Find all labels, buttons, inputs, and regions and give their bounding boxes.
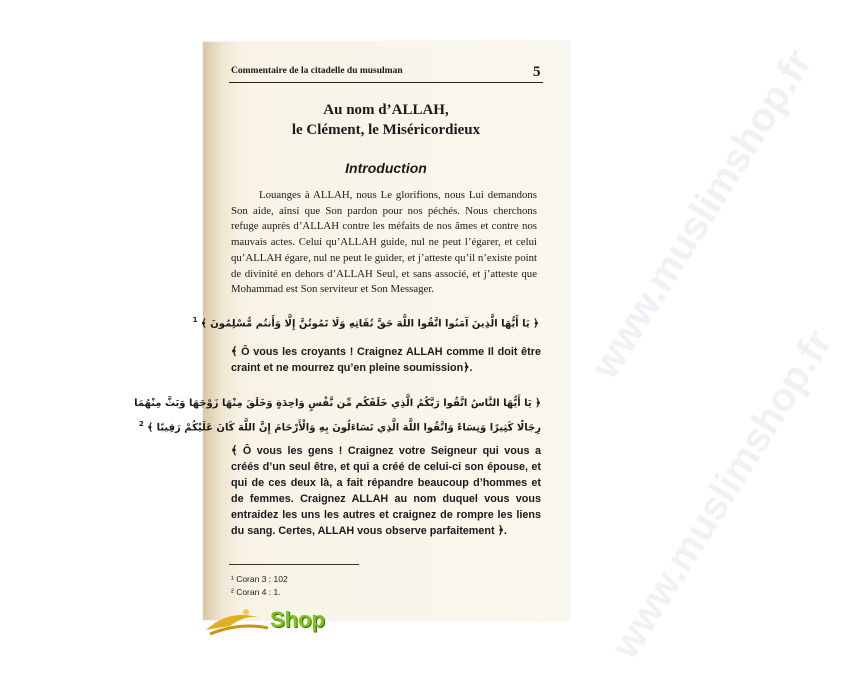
footnote-rule: [229, 564, 359, 565]
verse1-translation: ﴾ Ô vous les croyants ! Craignez ALLAH comme Il doit être craint et ne mourrez qu’en pleine soumission﴿.: [231, 346, 541, 374]
footnote-1: ¹ Coran 3 : 102: [231, 574, 288, 584]
page-number: 5: [533, 64, 541, 80]
intro-paragraph: Louanges à ALLAH, nous Le glorifions, nous Lui demandons Son aide, ainsi que Son pardon pour nos péchés. Nous cherchons refuge auprès d’ALLAH contre les méfaits de nos âmes et contre nos mauvais actes. Celui qu’ALLAH guide, nul ne peut l’égarer, et celui qu’ALLAH égare, nul ne peut le guider, et j’atteste qu’il n’existe point de divinité en dehors d’ALLAH Seul, et sans associé, et j’atteste que Mohammad est Son serviteur et Son Messager.: [231, 189, 537, 296]
verse1-footnote-mark: 1: [192, 316, 198, 324]
watermark-lower: www.muslimshop.fr: [602, 322, 841, 667]
title-line-2: le Clément, le Miséricordieux: [291, 122, 481, 138]
verse2-footnote-mark: 2: [138, 420, 144, 428]
title-line-1: Au nom d’ALLAH,: [323, 102, 449, 118]
verse2-translation: ﴾ Ô vous les gens ! Craignez votre Seigneur qui vous a créés d’un seul être, et qui a créé de celui-ci son épouse, et qui de ces deux là, a fait répandre beaucoup d’hommes et de femmes. Craignez ALLAH au nom duquel vous vous entraidez les uns les autres et craignez de rompre les liens du sang. Certes, ALLAH vous observe parfaitement ﴿.: [231, 445, 541, 537]
page-title: [231, 100, 541, 140]
verse2-arabic-line1: ﴿ يَا أَيُّهَا النَّاسُ اتَّقُوا رَبَّكُمُ الَّذِي خَلَقَكُم مِّن نَّفْسٍ وَاحِدَةٍ وَخَلَقَ مِنْهَا زَوْجَهَا وَبَثَّ مِنْهُمَا: [134, 398, 541, 409]
watermark: www.muslimshop.fr: [582, 42, 821, 387]
footnote-2: ² Coran 4 : 1.: [231, 587, 281, 597]
section-heading: Introduction: [345, 160, 427, 176]
book-page: [134, 42, 841, 667]
shop-logo-text: Shop: [270, 607, 325, 632]
header-rule: [229, 82, 543, 83]
verse2-arabic-line2-text: رِجَالًا كَثِيرًا وَنِسَاءً وَاتَّقُوا اللَّهَ الَّذِي تَسَاءَلُونَ بِهِ وَالْأَرْحَامَ إِنَّ اللَّهَ كَانَ عَلَيْكُمْ رَقِيبًا ﴾: [147, 422, 541, 434]
verse1-arabic: [192, 316, 539, 330]
verse2-arabic-line2: [138, 420, 541, 434]
running-title: Commentaire de la citadelle du musulman: [231, 66, 403, 76]
verse1-arabic-text: ﴿ يَا أَيُّهَا الَّذِينَ آمَنُوا اتَّقُوا اللَّهَ حَقَّ تُقَاتِهِ وَلَا تَمُوتُنَّ إِلَّا وَأَنتُم مُّسْلِمُونَ ﴾: [200, 318, 539, 330]
